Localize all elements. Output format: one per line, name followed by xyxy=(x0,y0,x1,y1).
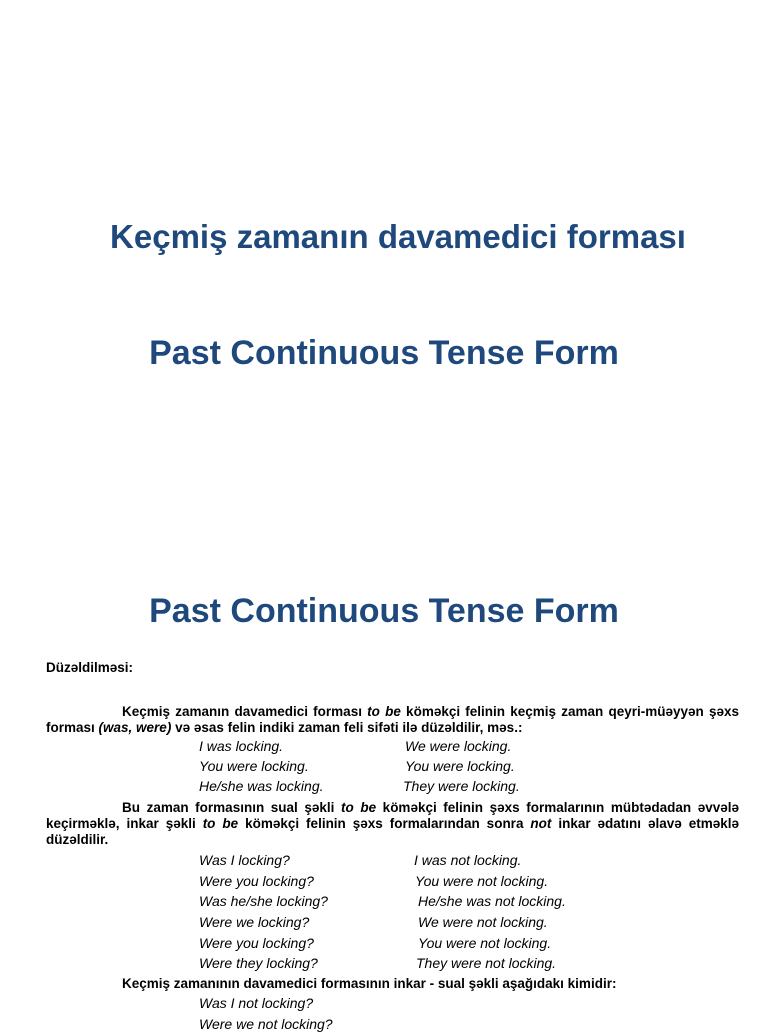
example-2-right: You were locking. xyxy=(405,758,515,774)
question-example-5: Were you locking? xyxy=(199,935,314,951)
slide-2-title: Past Continuous Tense Form xyxy=(149,592,619,630)
negative-example-2: You were not locking. xyxy=(415,873,549,889)
para1-text-a: Keçmiş zamanın davamedici forması xyxy=(122,704,368,719)
negative-example-5: You were not locking. xyxy=(418,935,552,951)
paragraph-formation xyxy=(46,704,739,736)
para2-text-g: inkar ədatını əlavə etməklə düzəldilir. xyxy=(46,816,739,847)
section-label: Düzəldilməsi: xyxy=(46,660,134,675)
example-1-right: We were locking. xyxy=(405,738,512,754)
question-example-3: Was he/she locking? xyxy=(199,893,328,909)
example-3-right: They were locking. xyxy=(403,778,520,794)
paragraph-question-negative xyxy=(46,800,739,848)
para2-text-a: Bu zaman formasının sual şəkli xyxy=(122,800,341,815)
para2-text-d: to be xyxy=(202,816,239,831)
para2-text-b: to be xyxy=(341,800,377,815)
negative-example-4: We were not locking. xyxy=(418,914,548,930)
paragraph-negative-question: Keçmiş zamanının davamedici formasının inkar - sual şəkli aşağıdakı kimidir: xyxy=(122,976,617,991)
slide-title-english: Past Continuous Tense Form xyxy=(149,334,619,372)
question-example-1: Was I locking? xyxy=(199,852,290,868)
para1-text-c: köməkçi felinin keçmiş zaman qeyri-müəyyən şəxs forması xyxy=(46,704,739,735)
para2-text-e: köməkçi felinin şəxs formalarından sonra xyxy=(238,816,531,831)
negative-question-example-2: Were we not locking? xyxy=(199,1016,333,1032)
negative-example-6: They were not locking. xyxy=(416,955,557,971)
negative-example-3: He/she was not locking. xyxy=(418,893,566,909)
question-example-4: Were we locking? xyxy=(199,914,310,930)
question-example-6: Were they locking? xyxy=(199,955,318,971)
para2-text-c: köməkçi felinin şəxs formalarının mübtədadan əvvələ keçirməklə, inkar şəkli xyxy=(46,800,739,831)
example-3-left: He/she was locking. xyxy=(199,778,324,794)
slide-title-azerbaijani: Keçmiş zamanın davamedici forması xyxy=(110,218,686,255)
question-example-2: Were you locking? xyxy=(199,873,314,889)
negative-question-example-1: Was I not locking? xyxy=(199,995,314,1011)
example-2-left: You were locking. xyxy=(199,758,309,774)
para1-text-e: və əsas felin indiki zaman feli sifəti ilə düzəldilir, məs.: xyxy=(171,720,523,735)
example-1-left: I was locking. xyxy=(199,738,284,754)
para1-text-d: (was, were) xyxy=(98,720,172,735)
negative-example-1: I was not locking. xyxy=(414,852,522,868)
para2-text-f: not xyxy=(530,816,552,831)
para1-text-b: to be xyxy=(367,704,401,719)
